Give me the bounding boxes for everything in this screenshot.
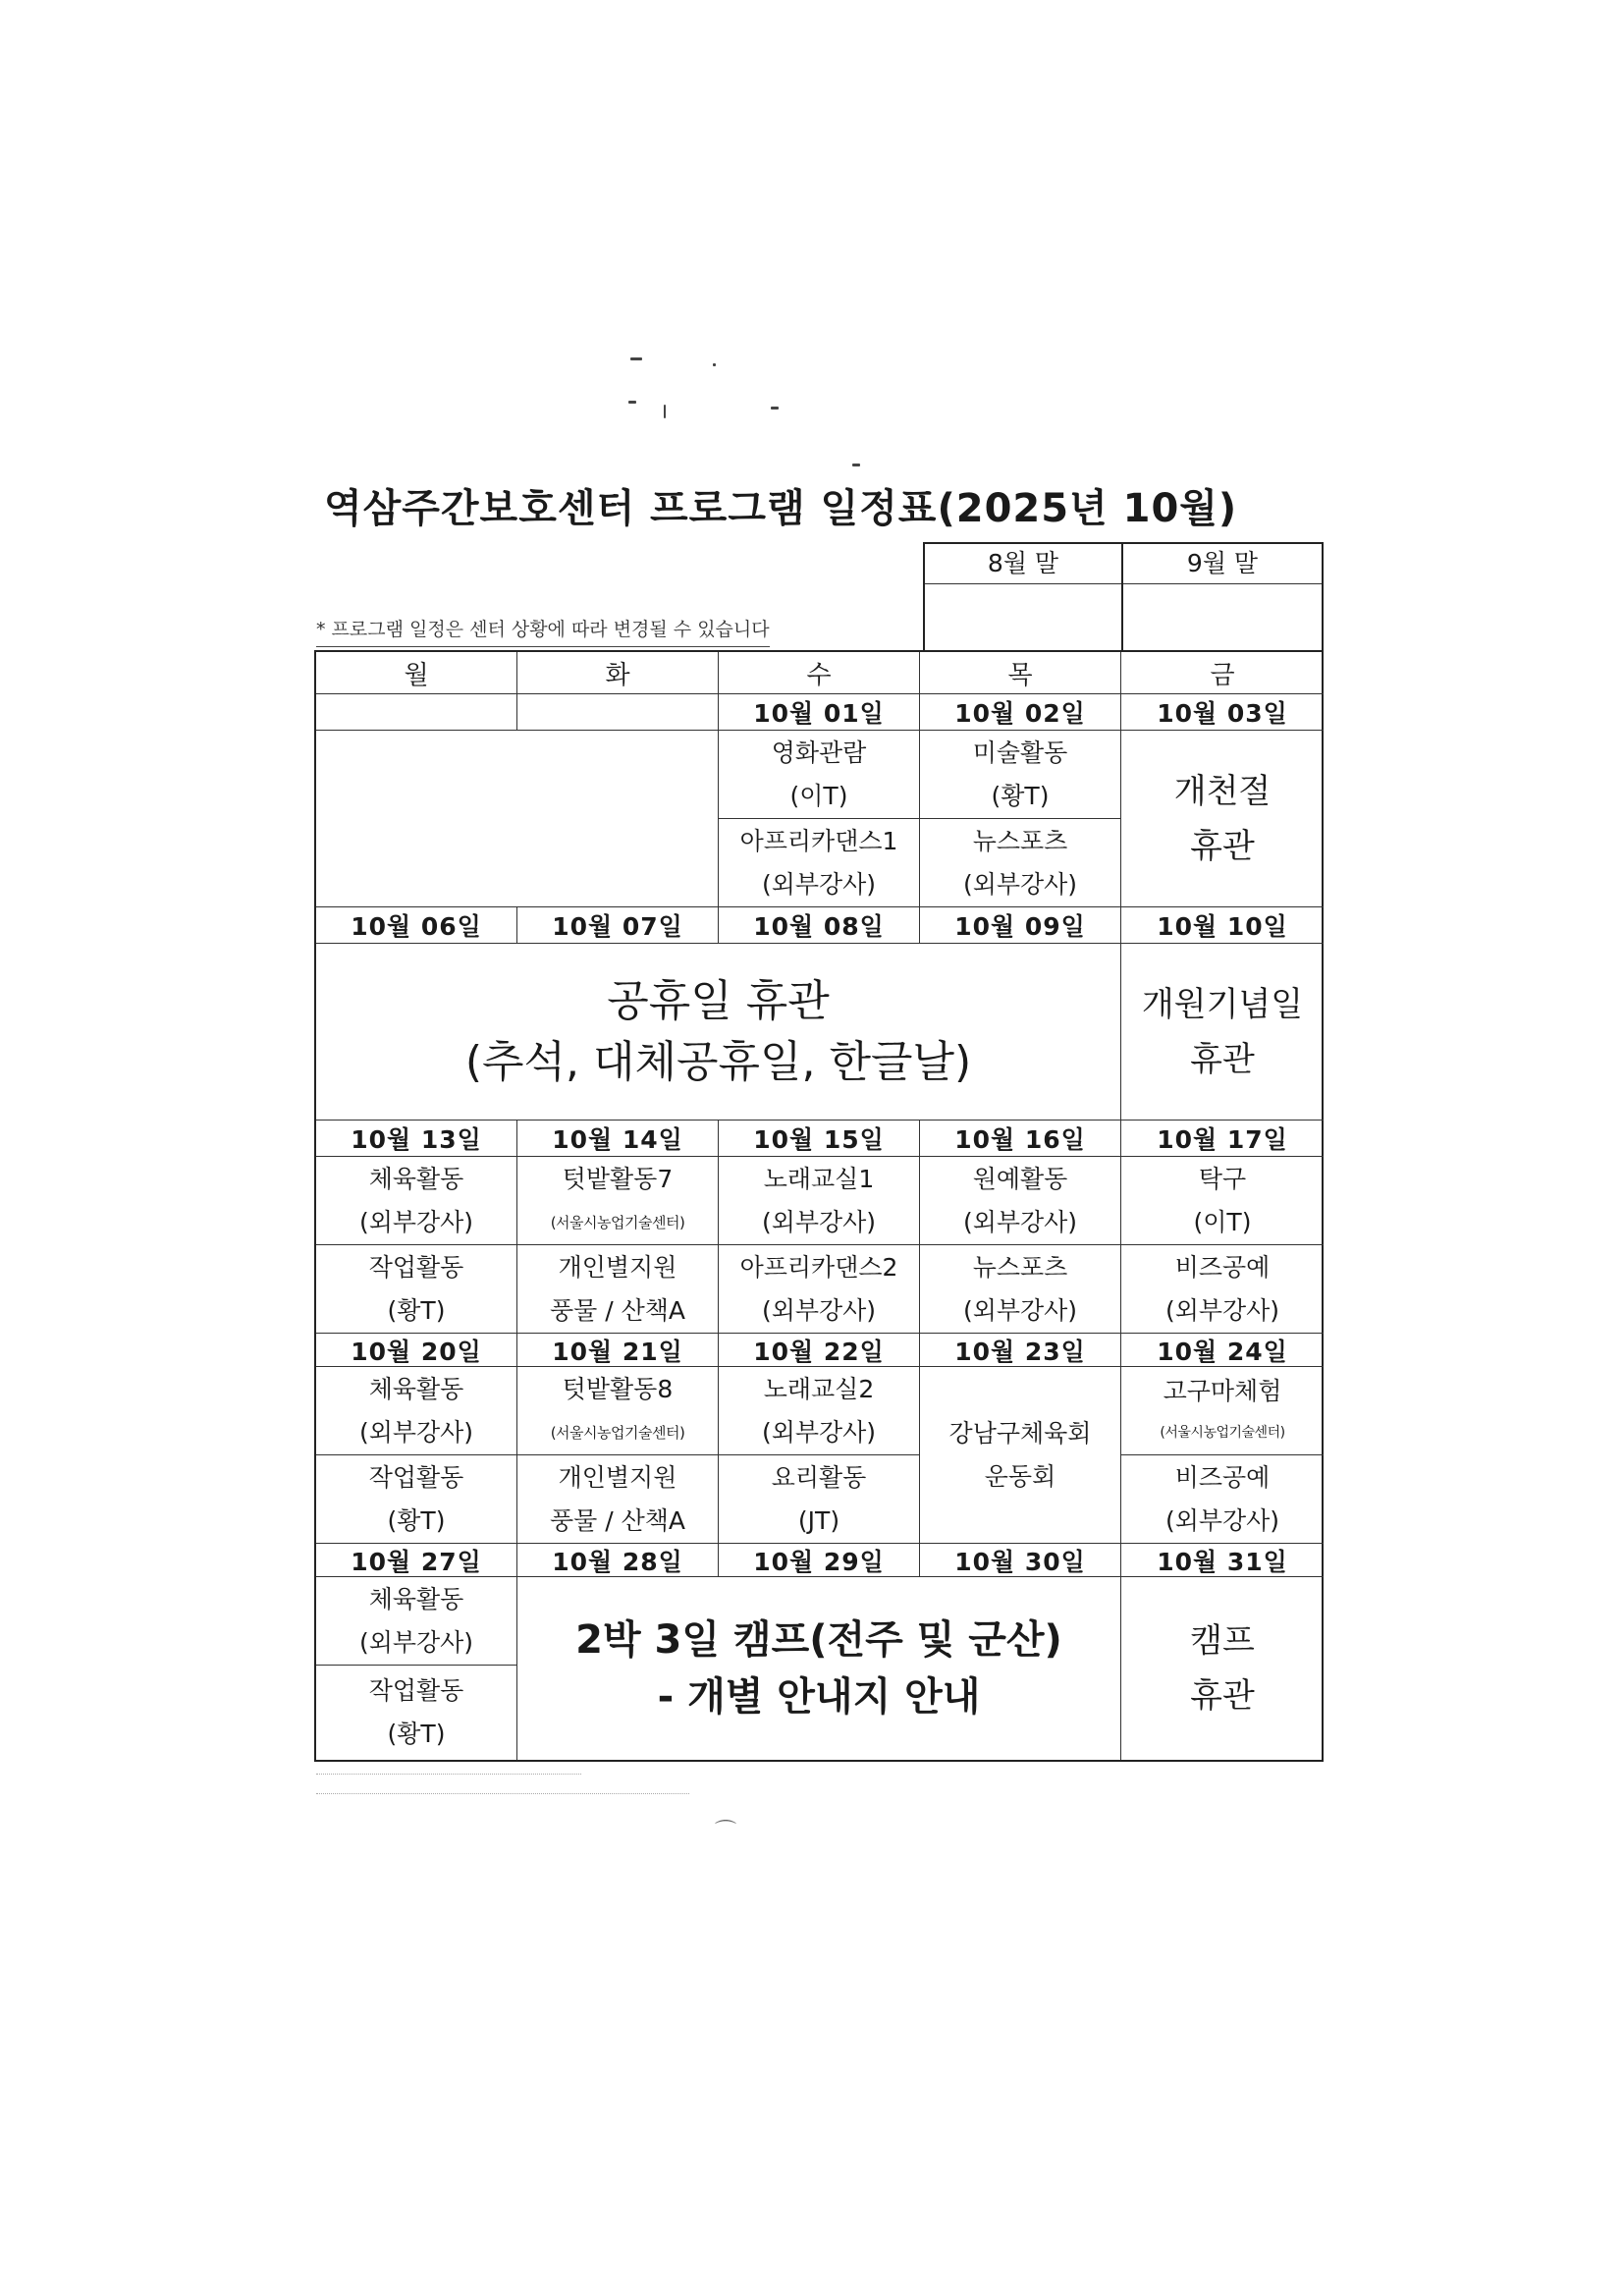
date-cell: 10월 09일 [920, 907, 1121, 944]
schedule-table [314, 650, 1324, 1762]
program-detail: 풍물 / 산책A [549, 1295, 686, 1325]
holiday-cell [1121, 731, 1324, 907]
scan-speck [713, 363, 716, 366]
program-instructor: (외부강사) [962, 869, 1078, 899]
program-instructor: (외부강사) [358, 1627, 474, 1657]
program-instructor: (외부강사) [761, 1207, 877, 1236]
program-name: 텃밭활동7 [562, 1164, 674, 1193]
date-cell: 10월 17일 [1121, 1121, 1324, 1157]
scan-speck [771, 407, 779, 410]
schedule-notice: * 프로그램 일정은 센터 상황에 따라 변경될 수 있습니다 [316, 613, 770, 647]
program-instructor: (외부강사) [1164, 1295, 1280, 1325]
program-instructor: (이T) [789, 781, 848, 810]
page-title: 역삼주간보호센터 프로그램 일정표(2025년 10월) [324, 486, 1238, 531]
program-cell [316, 1666, 517, 1760]
date-cell: 10월 16일 [920, 1121, 1121, 1157]
date-cell: 10월 03일 [1121, 694, 1324, 731]
public-holiday-cell [316, 944, 1121, 1121]
program-cell [920, 1245, 1121, 1334]
top-box-august [923, 542, 1123, 652]
top-box-label: 8월 말 [925, 544, 1121, 584]
program-cell [719, 1157, 920, 1245]
program-instructor: (서울시농업기술센터) [550, 1423, 685, 1442]
date-cell [517, 694, 719, 731]
scan-speck [630, 357, 642, 360]
program-instructor: (외부강사) [962, 1295, 1078, 1325]
date-cell: 10월 07일 [517, 907, 719, 944]
program-instructor: (황T) [991, 781, 1050, 810]
holiday-status: 휴관 [1190, 1039, 1255, 1079]
holiday-name: 개원기념일 [1141, 984, 1304, 1024]
date-cell: 10월 24일 [1121, 1334, 1324, 1367]
date-cell: 10월 30일 [920, 1544, 1121, 1577]
program-instructor: (서울시농업기술센터) [1160, 1424, 1285, 1441]
program-name: 아프리카댄스2 [739, 1252, 898, 1282]
program-cell [920, 731, 1121, 819]
program-cell [316, 1455, 517, 1544]
program-name: 개인별지원 [558, 1252, 677, 1282]
camp-notice: - 개별 안내지 안내 [657, 1674, 981, 1720]
date-cell: 10월 15일 [719, 1121, 920, 1157]
holiday-name: 캠프 [1190, 1621, 1255, 1661]
program-name: 체육활동 [368, 1164, 464, 1193]
program-name: 노래교실2 [763, 1374, 875, 1403]
date-cell: 10월 23일 [920, 1334, 1121, 1367]
scan-speck [852, 464, 860, 466]
day-header: 화 [517, 652, 719, 694]
day-header: 월 [316, 652, 517, 694]
date-cell: 10월 13일 [316, 1121, 517, 1157]
holiday-status: 휴관 [1190, 1676, 1255, 1716]
program-instructor: (이T) [1193, 1207, 1252, 1236]
program-instructor: (외부강사) [358, 1417, 474, 1447]
event-detail: 운동회 [984, 1461, 1056, 1491]
program-name: 요리활동 [771, 1462, 867, 1492]
program-cell [920, 819, 1121, 907]
program-name: 아프리카댄스1 [739, 826, 898, 855]
program-instructor: (황T) [387, 1295, 446, 1325]
holiday-name: 개천절 [1173, 771, 1272, 811]
program-instructor: (외부강사) [761, 1417, 877, 1447]
program-instructor: (JT) [797, 1505, 840, 1535]
scan-speck [628, 401, 636, 404]
program-name: 뉴스포츠 [972, 826, 1068, 855]
program-cell [1121, 1367, 1324, 1455]
program-instructor: (외부강사) [761, 869, 877, 899]
day-header: 수 [719, 652, 920, 694]
program-name: 비즈공예 [1174, 1462, 1271, 1492]
program-instructor: (외부강사) [761, 1295, 877, 1325]
holiday-subtitle: (추석, 대체공휴일, 한글날) [464, 1036, 972, 1087]
program-instructor: (황T) [387, 1505, 446, 1535]
date-cell: 10월 10일 [1121, 907, 1324, 944]
program-name: 작업활동 [368, 1252, 464, 1282]
footnote-marks [316, 1787, 689, 1794]
holiday-cell [1121, 944, 1324, 1121]
date-cell: 10월 14일 [517, 1121, 719, 1157]
program-cell [1121, 1157, 1324, 1245]
date-cell: 10월 20일 [316, 1334, 517, 1367]
program-cell [316, 1367, 517, 1455]
date-cell: 10월 27일 [316, 1544, 517, 1577]
date-cell: 10월 28일 [517, 1544, 719, 1577]
date-cell: 10월 02일 [920, 694, 1121, 731]
stamp-mark: ⌒ [715, 1820, 737, 1844]
day-header: 금 [1121, 652, 1324, 694]
holiday-title: 공휴일 휴관 [607, 975, 830, 1026]
program-name: 영화관람 [771, 738, 867, 767]
date-cell: 10월 22일 [719, 1334, 920, 1367]
program-instructor: (외부강사) [962, 1207, 1078, 1236]
program-cell [1121, 1245, 1324, 1334]
program-name: 개인별지원 [558, 1462, 677, 1492]
event-cell [920, 1367, 1121, 1544]
program-name: 체육활동 [368, 1374, 464, 1403]
program-instructor: (외부강사) [358, 1207, 474, 1236]
program-name: 텃밭활동8 [562, 1374, 674, 1403]
scan-speck [664, 405, 666, 418]
program-cell [517, 1367, 719, 1455]
program-cell [719, 1367, 920, 1455]
empty-cell [316, 731, 719, 907]
holiday-cell [1121, 1577, 1324, 1760]
program-name: 작업활동 [368, 1676, 464, 1705]
program-cell [316, 1577, 517, 1666]
program-cell [719, 731, 920, 819]
date-cell: 10월 31일 [1121, 1544, 1324, 1577]
day-header: 목 [920, 652, 1121, 694]
program-name: 탁구 [1198, 1164, 1247, 1193]
program-cell [719, 819, 920, 907]
date-cell: 10월 01일 [719, 694, 920, 731]
event-name: 강남구체육회 [948, 1418, 1092, 1448]
program-cell [517, 1157, 719, 1245]
program-instructor: (서울시농업기술센터) [550, 1213, 685, 1231]
program-name: 원예활동 [972, 1164, 1068, 1193]
program-cell [316, 1245, 517, 1334]
program-cell [517, 1455, 719, 1544]
top-box-label: 9월 말 [1123, 544, 1322, 584]
program-name: 뉴스포츠 [972, 1252, 1068, 1282]
program-cell [719, 1455, 920, 1544]
date-cell: 10월 21일 [517, 1334, 719, 1367]
top-box-september [1121, 542, 1324, 652]
program-name: 비즈공예 [1174, 1252, 1271, 1282]
program-name: 고구마체험 [1163, 1376, 1282, 1405]
program-name: 체육활동 [368, 1584, 464, 1613]
program-detail: 풍물 / 산책A [549, 1505, 686, 1535]
program-instructor: (황T) [387, 1720, 446, 1748]
camp-title: 2박 3일 캠프(전주 및 군산) [575, 1617, 1062, 1663]
date-cell [316, 694, 517, 731]
footnote-marks [316, 1768, 581, 1775]
camp-cell [517, 1577, 1121, 1760]
program-cell [316, 1157, 517, 1245]
program-name: 미술활동 [972, 738, 1068, 767]
program-cell [1121, 1455, 1324, 1544]
date-cell: 10월 08일 [719, 907, 920, 944]
date-cell: 10월 29일 [719, 1544, 920, 1577]
program-instructor: (외부강사) [1164, 1505, 1280, 1535]
program-name: 작업활동 [368, 1462, 464, 1492]
date-cell: 10월 06일 [316, 907, 517, 944]
program-cell [517, 1245, 719, 1334]
program-cell [719, 1245, 920, 1334]
program-name: 노래교실1 [763, 1164, 875, 1193]
holiday-status: 휴관 [1190, 826, 1255, 866]
program-cell [920, 1157, 1121, 1245]
